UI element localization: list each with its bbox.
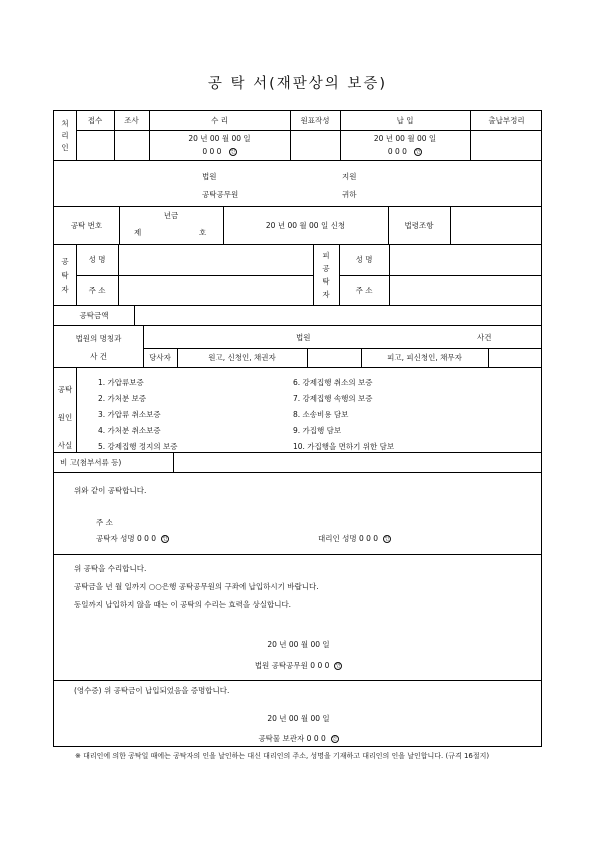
list-item: 4. 가처분 취소보증: [98, 426, 161, 435]
review-label: 조사: [124, 116, 139, 125]
law-clause-label: 법령조항: [404, 221, 434, 230]
case-name-label: 사건: [477, 333, 492, 342]
cause-label: 공탁 원인 사실: [57, 385, 73, 450]
addressee-label: 귀하: [342, 190, 357, 199]
deposit-form: [53, 110, 542, 747]
receipt-cert-keeper: 공탁물 보관자 0 0 0 인: [258, 734, 337, 743]
case-label-line1: 법원의 명칭과: [75, 334, 122, 343]
amount-section: [54, 306, 541, 326]
cause-list-left: [98, 375, 178, 455]
footnote: ※ 대리인에 의한 공탁일 때에는 공탁자의 인을 날인하는 대신 대리인의 주소, 성명을 기재하고 대리인의 인을 날인합니다. (규격 16절지): [75, 752, 490, 760]
cause-section: [54, 368, 541, 453]
court-name-label: 법원: [202, 172, 217, 181]
receipt-label: 수 리: [211, 116, 228, 125]
processing-section: [54, 111, 541, 161]
request-date: 20 년 00 월 00 일 신청: [265, 221, 346, 230]
remarks-label: 비 고(첨부서류 등): [60, 458, 122, 467]
list-item: 10. 가집행을 면하기 위한 담보: [293, 442, 395, 451]
year-label: 년금: [163, 211, 179, 220]
declaration-depositor: 공탁자 성명 0 0 0 인: [96, 534, 168, 543]
depositee-name-label: 성 명: [355, 255, 373, 264]
deposit-number-label: 공탁 번호: [70, 221, 103, 230]
remarks-section: [54, 453, 541, 473]
depositee-label: 피 공 탁 자: [322, 251, 330, 299]
acceptance-line1: 위 공탁을 수리합니다.: [74, 564, 147, 573]
list-item: 9. 가집행 담보: [293, 426, 342, 435]
seal-icon: 인: [332, 736, 337, 742]
declaration-text: 위와 같이 공탁합니다.: [74, 486, 147, 495]
slip-label: 원표작성: [300, 116, 330, 125]
branch-label: 지원: [342, 172, 357, 181]
declaration-section: [54, 473, 541, 555]
acceptance-date: 20 년 00 월 00 일: [267, 640, 330, 649]
list-item: 2. 가처분 보증: [98, 394, 147, 403]
court-section: [54, 161, 541, 207]
declaration-address-label: 주 소: [96, 518, 113, 527]
number-prefix: 제: [134, 228, 142, 237]
receipt-certificate-section: [54, 681, 541, 748]
page-title: 공 탁 서(재판상의 보증): [207, 76, 388, 92]
seal-icon: 인: [335, 663, 341, 669]
seal-icon: 인: [162, 536, 168, 542]
receipt-cert-line: (영수증) 위 공탁금이 납입되었음을 증명합니다.: [74, 686, 230, 695]
list-item: 1. 가압류보증: [98, 378, 144, 387]
depositor-address-label: 주 소: [88, 286, 106, 295]
parties-section: [54, 245, 541, 306]
declaration-agent: 대리인 성명 0 0 0 인: [318, 534, 390, 543]
processor-label: 처 리 인: [61, 119, 69, 152]
payment-date: 20 년 00 월 00 일: [373, 134, 437, 143]
seal-icon: 인: [415, 149, 421, 155]
defendant-label: 피고, 피신청인, 채무자: [387, 353, 462, 362]
case-court-label: 법원: [296, 333, 311, 342]
plaintiff-label: 원고, 신청인, 채권자: [208, 353, 276, 362]
case-section: [54, 326, 541, 368]
list-item: 8. 소송비용 담보: [293, 410, 349, 419]
list-item: 6. 강제집행 취소의 보증: [293, 378, 373, 387]
acceptance-line3: 동일까지 납입하지 않을 때는 이 공탁의 수리는 효력을 상실합니다.: [74, 600, 292, 609]
depositor-label: 공 탁 자: [61, 257, 69, 294]
amount-label: 공탁금액: [79, 311, 109, 320]
receipt-date: 20 년 00 월 00 일: [188, 134, 251, 143]
acceptance-section: [54, 555, 541, 681]
list-item: 3. 가압류 취소보증: [98, 410, 161, 419]
deposit-number-section: [54, 207, 541, 245]
depositor-name-label: 성 명: [88, 255, 106, 264]
acceptance-officer: 법원 공탁공무원 0 0 0 인: [254, 661, 341, 670]
cause-list-right: [293, 375, 394, 455]
payment-signature: 0 0 0 인: [387, 147, 421, 156]
depositee-address-label: 주 소: [355, 286, 373, 295]
list-item: 5. 강제집행 정지의 보증: [98, 442, 178, 451]
officer-label: 공탁공무원: [202, 190, 239, 199]
receipt-cert-date: 20 년 00 월 00 일: [267, 714, 330, 723]
number-suffix: 호: [199, 228, 207, 237]
receipt-signature: 0 0 0 인: [202, 147, 236, 156]
acceptance-line2: 공탁금을 년 월 일까지 ○○은행 공탁공무원의 구좌에 납입하시기 바랍니다.: [74, 582, 319, 591]
seal-icon: 인: [384, 536, 390, 542]
ledger-label: 출납부정리: [488, 116, 525, 125]
intake-label: 접수: [87, 116, 103, 125]
list-item: 7. 강제집행 속행의 보증: [293, 394, 373, 403]
seal-icon: 인: [230, 149, 236, 155]
payment-label: 납 입: [396, 116, 414, 125]
case-label-line2: 사 건: [90, 352, 107, 361]
party-label: 당사자: [149, 353, 171, 362]
